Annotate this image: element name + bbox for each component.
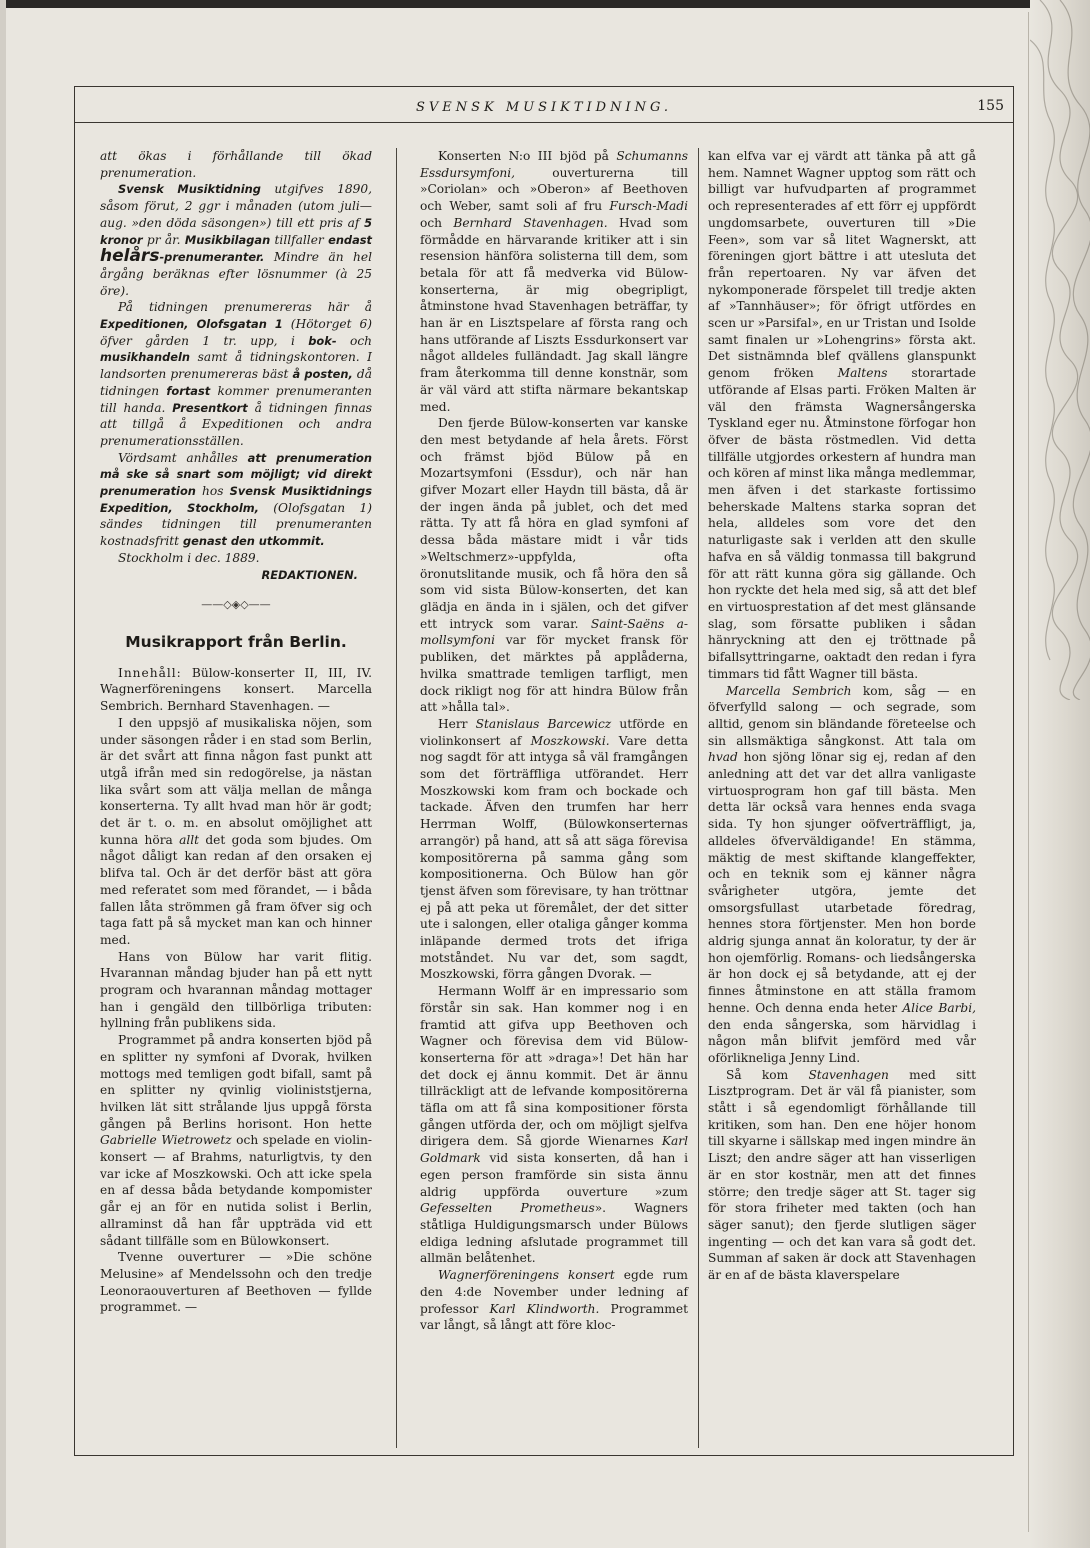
column-3 (708, 148, 976, 1284)
paragraph: Herr Stanislaus Barcewicz utförde en violinkonsert af Moszkowski. Vare detta nog sagdt för att intyga så väl framgången som det förträffliga utförandet. Herr Moszkowski kom fram och bockade och tackade. Äfven den trumfen har herr Herrman Wolff, (Bülowkonserternas arrangör) på hand, att så att säga förevisa kompositörerna på samma gång som kompositionerna. Och Bülow han gör tjenst äfven som förevisare, ty han tröttnar ej på att peka ut föremålet, der det sitter ute i salongen, eller otaliga gånger komma inläpande dermed trots det ifriga motståndet. Nu var det, som sagdt, Moszkowski, förra gången Dvorak. — (420, 716, 689, 982)
scan-top-border (0, 0, 1090, 8)
place-date: Stockholm i dec. 1889. (118, 550, 260, 565)
paragraph: Wagnerföreningens konsert egde rum den 4:de November under ledning af professor Karl Klindworth. Programmet var långt, så långt att före kloc- (420, 1268, 688, 1333)
paragraph: Tvenne ouverturer — »Die schöne Melusine» af Mendelssohn och den tredje Leonoraouverturen af Beethoven — fyllde programmet. — (100, 1250, 372, 1315)
paragraph: kan elfva var ej värdt att tänka på att gå hem. Namnet Wagner upptog som rätt och billigt var hufvudparten af programmet och representerades af ett förr ej uppfördt ungdomsarbete, ouverturen till »Die Feen», som var så litet Wagnerskt, att föreningen gjort bättre i att utesluta det från repertoaren. Ny var äfven det nykomponerade förspelet till tredje akten af »Tannhäuser»; för öfrigt utfördes en scen ur »Parsifal», en ur Tristan und Isolde samt finalen ur »Lohengrins» första akt. Det sistnämnda blef qvällens glanspunkt genom fröken Maltens storartade utförande af Elsas parti. Fröken Malten är väl den främsta Wagnersångerska Tyskland eger nu. Åtminstone förfogar hon öfver de bästa röstmedlen. Vid detta tillfälle utgjordes orkestern af hundra man och kören af minst lika många medlemmar, men äfven i det starkaste fortissimo beherskade Maltens starka sopran det hela, alldeles som vore det den naturligaste sak i verlden att den skulle hafva en så väldig tonmassa till bakgrund för att rätt kunna göra sig gällande. Och hon ryckte det hela med sig, så att det blef en virtuosprestation af det mest glänsande slag, som försatte publiken i sådan hänryckning att den ej tröttnade på bifallsyttringarne, oaktadt den redan i fyra timmars tid fått Wagner till bästa. (708, 149, 976, 681)
paragraph: Hermann Wolff är en impressario som förstår sin sak. Han kommer nog i en framtid att gifva upp Beethoven och Wagner och förevisa dem vid Bülow-konserterna för att »draga»! Det hän har det dock ej ännu kommit. Det är ännu tillräckligt att de lefvande kompositörerna täfla om att få sina kompositioner första gången utförda der, och om möjligt sjelfva dirigera dem. Så gjorde Wienarnes Karl Goldmark vid sista konserten, då han i egen person framförde sin sista ännu aldrig uppförda ouverture »zum Gefesselten Prometheus». Wagners ståtliga Huldigungsmarsch under Bülows eldiga ledning afslutade programmet till allmän belåtenhet. (420, 984, 688, 1266)
page-fold-rule (1028, 12, 1029, 1532)
paragraph: I den uppsjö af musikaliska nöjen, som under säsongen råder i en stad som Berlin, är det svårt att finna någon fast punkt att utgå ifrån med sin redogörelse, ja nästan lika svårt som att välja mellan de många konserterna. Ty allt hvad man hör är godt; det är t. o. m. en absolut omöjlighet att kunna höra allt det goda som bjudes. Om något dåligt kan redan af den orsaken ej blifva tal. Och är det derför bäst att göra med referatet som med förandet, — i båda fallen låta strömmen gå fram öfver sig och taga fatt på så mycket man kan och hinner med. (100, 715, 372, 947)
column-2 (420, 148, 688, 1334)
scan-left-edge (0, 0, 6, 1548)
decorative-endpaper-pattern (1030, 0, 1090, 700)
paragraph: Konserten N:o III bjöd på Schumanns Essdursymfoni, ouverturerna till »Coriolan» och »Oberon» af Beethoven och Weber, samt soli af fru Fursch-Madi och Bernhard Stavenhagen. Hvad som förmådde en härvarande kritiker att i sin resension hänföra solisterna till dem, som betala för att få medverka vid Bülow-konserterna, är mig obegripligt, åtminstone hvad Stavenhagen beträffar, ty han är en Lisztspelare af första rang och hans utförande af Liszts Essdurkonsert var något alldeles fulländadt. Jag skall längre fram återkomma till denne konstnär, som är väl värd att stifta närmare bekantskap med. (420, 149, 689, 414)
paragraph: Marcella Sembrich kom, såg — en öfverfylld salong — och segrade, som alltid, genom sin bländande företeelse och sin allsmäktiga sångkonst. Att tala om hvad hon sjöng lönar sig ej, redan af den anledning att det var det allra vanligaste virtuosprogram hon gaf till bästa. Men detta lär också vara hennes enda svaga sida. Ty hon sjunger oöfverträffligt, ja, alldeles öfverväldigande! En stämma, mäktig de mest skiftande klangeffekter, och en teknik som ej känner några svårigheter utgöra, jemte det omsorgsfullast utarbetade föredrag, hennes stora förtjenster. Men hon borde aldrig sjunga annat än koloratur, ty der är hon ojemförlig. Romans- och liedsångerska är hon dock ej så betydande, att ej der finnes åtminstone en att ställa framom henne. Och denna enda heter Alice Barbi, den enda sångerska, som härvidlag i någon mån blifvit jemförd med vår oförlikneliga Jenny Lind. (708, 683, 976, 1065)
column-rule (698, 148, 699, 1448)
subscription-notice-2: Svensk Musiktidning utgifves 1890, såsom förut, 2 ggr i månaden (utom juli—aug. »den döda säsongen») till ett pris af 5 kronor pr år. Musikbilagan tillfaller endast helårs-prenumeranter. Mindre än hel årgång beräknas efter lösnummer (à 25 öre). (100, 182, 372, 298)
paragraph: Den fjerde Bülow-konserten var kanske den mest betydande af hela årets. Först och främst bjöd Bülow på en Mozartsymfoni (Essdur), och när han gifver Mozart eller Haydn till bästa, då är der ingen ända på jublet, och det med rätta. Ty att få höra en glad symfoni af dessa båda mästare midt i vår tids »Weltschmerz»-uppfylda, ofta öronutslitande musik, och få höra den så som vid sista Bülow-konserten, det kan glädja en ända in i själen, och det gifver ett intryck som varar. Saint-Saëns a-mollsymfoni var för mycket fransk för publiken, det märktes på applåderna, hvilka smattrade temligen tarfligt, men dock rikligt nog för att hindra Bülow från att »hålla tal». (420, 416, 688, 715)
subscription-notice-1: att ökas i förhållande till ökad prenumeration. (100, 149, 372, 180)
paragraph: Hans von Bülow har varit flitig. Hvarannan måndag bjuder han på ett nytt program och hvarannan måndag mottager han i gengäld den tillbörliga tributen: hyllning från publikens sida. (100, 949, 372, 1031)
journal-title: SVENSK MUSIKTIDNING. (415, 100, 673, 115)
editorial-signature: REDAKTIONEN. (261, 567, 358, 582)
paragraph: Programmet på andra konserten bjöd på en splitter ny symfoni af Dvorak, hvilken mottogs med temligen godt bifall, samt på en splitter ny qvinlig violiniststjerna, hvilken lät sitt strålande ljus uppgå första gången på Berlins horisont. Hon hette Gabrielle Wietrowetz och spelade en violin-konsert — af Brahms, naturligtvis, ty den var icke af Moszkowski. Och att icke spela en af dessa båda betydande kompomister går ej an för en nutida solist i Berlin, allraminst då han får uppträda vid ett sådant tillfälle som en Bülowkonsert. (100, 1033, 373, 1248)
article-contents: Innehåll: Bülow-konserter II, III, IV. Wagnerföreningens konsert. Marcella Sembrich. Bernhard Stavenhagen. — (100, 665, 372, 714)
ornament-divider: ——◇◈◇—— (201, 598, 271, 612)
running-head (74, 92, 1014, 123)
column-1 (100, 148, 372, 1316)
subscription-notice-3: På tidningen prenumereras här å Expeditionen, Olofsgatan 1 (Hötorget 6) öfver gården 1 tr. upp, i bok- och musikhandeln samt å tidningskontoren. I landsorten prenumereras bäst å posten, då tidningen fortast kommer prenumeranten till handa. Presentkort å tidningen finnas att tillgå å Expeditionen och andra prenumerationsställen. (100, 300, 373, 448)
subscription-notice-4: Vördsamt anhålles att prenumeration må ske så snart som möjligt; vid direkt prenumeration hos Svensk Musiktidnings Expedition, Stockholm, (Olofsgatan 1) sändes tidningen till prenumeranten kostnadsfritt genast den utkommit. (100, 450, 372, 549)
paragraph: Så kom Stavenhagen med sitt Lisztprogram. Det är väl få pianister, som stått i så egendomligt förhållande till kritiken, som han. Den ene höjer honom till skyarne i sällskap med ingen mindre än Liszt; den andre säger att han visserligen är en stor kostnär, men att det finnes större; den tredje säger att St. tager sig för stora friheter med takten (och han säger sanut); den fjerde slutligen säger ingenting — och det kan vara så godt det. Summan af saken är dock att Stavenhagen är en af de bästa klaverspelare (708, 1067, 976, 1283)
article-title: Musikrapport från Berlin. (125, 632, 347, 651)
column-rule (396, 148, 397, 1448)
page-number: 155 (977, 98, 1004, 114)
